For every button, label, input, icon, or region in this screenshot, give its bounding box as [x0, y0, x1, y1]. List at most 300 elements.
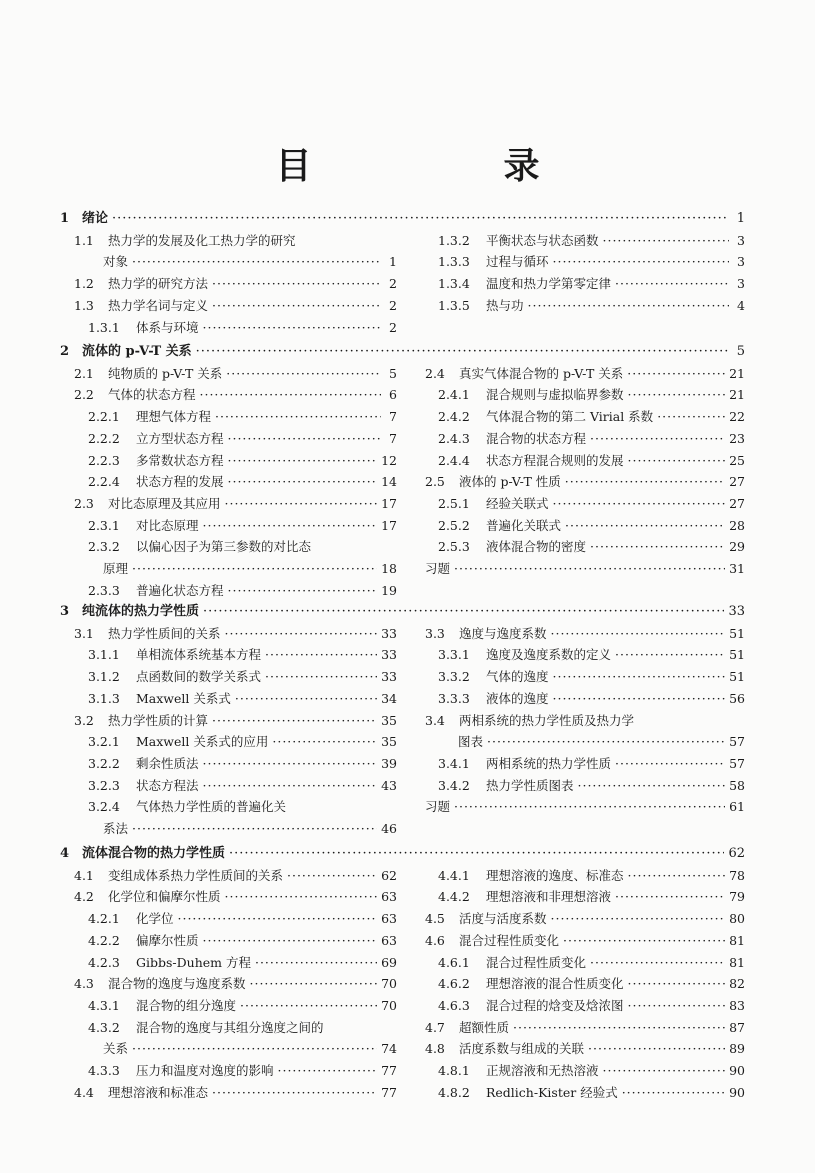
page-number: 33 — [381, 669, 397, 685]
page-number: 27 — [729, 474, 745, 490]
dot-leader — [212, 1082, 377, 1103]
entry-number: 2.4.4 — [438, 452, 470, 468]
entry-title: 单相流体系统基本方程 — [136, 647, 262, 663]
toc-entry — [438, 644, 745, 665]
entry-title: 温度和热力学第零定律 — [486, 276, 612, 292]
toc-entry — [438, 753, 745, 774]
entry-number: 1.3.3 — [438, 254, 470, 270]
entry-title: 绪论 — [82, 211, 109, 226]
toc-entry — [88, 1017, 397, 1038]
dot-leader — [553, 493, 726, 514]
page-number: 51 — [729, 669, 745, 685]
toc-entry — [88, 930, 397, 951]
toc-entry — [438, 384, 745, 405]
entry-title: 两相系统的热力学性质 — [486, 755, 612, 771]
entry-number: 3.2 — [74, 712, 94, 728]
page-number: 35 — [381, 712, 397, 728]
page-number: 57 — [729, 755, 745, 771]
entry-number: 4.4.2 — [438, 889, 470, 905]
entry-number: 2.5.2 — [438, 517, 470, 533]
entry-number: 4.5 — [425, 911, 445, 927]
toc-entry — [88, 471, 397, 492]
page-number: 19 — [381, 582, 397, 598]
dot-leader — [628, 865, 726, 886]
entry-title: 热力学的发展及化工热力学的研究 — [108, 232, 296, 248]
entry-title: 两相系统的热力学性质及热力学 — [459, 712, 635, 728]
toc-entry — [88, 1060, 397, 1081]
entry-number: 3.2.2 — [88, 755, 120, 771]
dot-leader — [178, 908, 378, 929]
entry-title: 化学位 — [136, 911, 174, 927]
entry-number: 2.4.1 — [438, 387, 470, 403]
dot-leader — [250, 973, 378, 994]
dot-leader — [112, 208, 729, 229]
entry-number: 2.2.4 — [88, 474, 120, 490]
page-number: 87 — [729, 1019, 745, 1035]
entry-number: 3.4.2 — [438, 777, 470, 793]
toc-entry — [425, 558, 745, 579]
dot-leader — [454, 558, 725, 579]
page-number: 82 — [729, 976, 745, 992]
entry-title: 普遍化状态方程 — [136, 582, 224, 598]
entry-title: 热力学的研究方法 — [108, 276, 209, 292]
dot-leader — [657, 406, 725, 427]
toc-entry — [425, 1017, 745, 1038]
entry-title: 热力学性质间的关系 — [108, 625, 221, 641]
dot-leader — [551, 908, 726, 929]
entry-title: 系法 — [103, 821, 129, 836]
page-number: 89 — [729, 1041, 745, 1057]
toc-entry — [74, 363, 397, 384]
entry-title: 状态方程的发展 — [136, 474, 224, 490]
dot-leader — [132, 818, 377, 839]
entry-number: 1.2 — [74, 276, 94, 292]
page-number: 5 — [736, 344, 745, 359]
entry-number: 4.4 — [74, 1084, 94, 1100]
entry-title: 活度与活度系数 — [459, 911, 547, 927]
entry-title: 热力学名词与定义 — [108, 297, 209, 313]
entry-title: 逸度及逸度系数的定义 — [486, 647, 612, 663]
page-number: 70 — [381, 997, 397, 1013]
dot-leader — [203, 753, 378, 774]
entry-number: 3.2.1 — [88, 734, 120, 750]
entry-number: 4.6.2 — [438, 976, 470, 992]
page-number: 81 — [729, 954, 745, 970]
page-number: 46 — [381, 821, 397, 836]
dot-leader — [628, 450, 726, 471]
dot-leader — [603, 230, 729, 251]
dot-leader — [590, 536, 725, 557]
entry-title: 体系与环境 — [136, 319, 199, 335]
toc-entry — [438, 886, 745, 907]
entry-number: 4.3.2 — [88, 1019, 120, 1035]
entry-title: 普遍化关联式 — [486, 517, 562, 533]
chapter-entry — [60, 601, 745, 622]
entry-number: 4.8.2 — [438, 1084, 470, 1100]
dot-leader — [454, 796, 725, 817]
page-number: 27 — [729, 495, 745, 511]
entry-number: 4.2.2 — [88, 932, 120, 948]
entry-title: 混合过程的焓变及焓浓图 — [486, 997, 624, 1013]
page-number: 29 — [729, 539, 745, 555]
entry-number: 3.1 — [74, 625, 94, 641]
toc-entry — [438, 952, 745, 973]
dot-leader — [528, 295, 729, 316]
entry-number: 4.3.3 — [88, 1063, 120, 1078]
entry-title: 多常数状态方程 — [136, 452, 224, 468]
dot-leader — [590, 428, 725, 449]
page-number: 69 — [381, 954, 397, 970]
entry-number: 4.3 — [74, 976, 94, 992]
dot-leader — [278, 1060, 378, 1081]
dot-leader — [628, 995, 726, 1016]
dot-leader — [628, 384, 726, 405]
entry-title: 理想溶液的逸度、标准态 — [486, 867, 624, 883]
dot-leader — [203, 775, 378, 796]
entry-number: 2 — [60, 344, 70, 359]
page-number: 63 — [381, 889, 397, 905]
entry-title: 热力学性质的计算 — [108, 712, 209, 728]
page-number: 70 — [381, 976, 397, 992]
page-number: 3 — [737, 254, 745, 270]
entry-title: 混合过程性质变化 — [486, 954, 587, 970]
page-number: 7 — [389, 430, 397, 446]
dot-leader — [615, 753, 725, 774]
dot-leader — [603, 1060, 726, 1081]
toc-entry — [438, 865, 745, 886]
dot-leader — [228, 428, 381, 449]
page-number: 6 — [389, 387, 397, 403]
page-number: 23 — [729, 430, 745, 446]
entry-title: 以偏心因子为第三参数的对比态 — [136, 539, 312, 555]
page-number: 56 — [729, 690, 745, 706]
toc-entry — [438, 995, 745, 1016]
dot-leader — [229, 843, 724, 864]
dot-leader — [627, 363, 725, 384]
entry-number: 4 — [60, 846, 70, 861]
entry-number: 3.2.3 — [88, 777, 120, 793]
entry-title: 热与功 — [486, 297, 524, 313]
dot-leader — [132, 251, 381, 272]
entry-number: 4.3.1 — [88, 997, 120, 1013]
toc-entry — [438, 493, 745, 514]
entry-title: 理想溶液和非理想溶液 — [486, 889, 612, 905]
entry-number: 2.3.3 — [88, 582, 120, 598]
entry-number: 3.4.1 — [438, 755, 470, 771]
page-number: 3 — [737, 232, 745, 248]
dot-leader — [212, 710, 377, 731]
page-number: 79 — [729, 889, 745, 905]
entry-title: 流体混合物的热力学性质 — [82, 846, 226, 861]
dot-leader — [225, 886, 378, 907]
page-number: 5 — [389, 365, 397, 381]
entry-number: 4.2 — [74, 889, 94, 905]
chapter-entry — [60, 341, 745, 362]
toc-entry — [438, 775, 745, 796]
entry-number: 2.5.3 — [438, 539, 470, 555]
toc-entry — [103, 558, 397, 579]
dot-leader — [615, 644, 725, 665]
page-number: 3 — [737, 276, 745, 292]
dot-leader — [203, 601, 724, 622]
dot-leader — [203, 317, 381, 338]
entry-number: 4.2.1 — [88, 911, 120, 927]
dot-leader — [225, 623, 378, 644]
page-number: 2 — [389, 319, 397, 335]
toc-entry — [88, 317, 397, 338]
entry-number: 2.3.1 — [88, 517, 120, 533]
entry-title: 混合物的状态方程 — [486, 430, 587, 446]
dot-leader — [212, 273, 381, 294]
dot-leader — [553, 251, 729, 272]
dot-leader — [228, 450, 378, 471]
page-number: 62 — [728, 846, 745, 861]
toc-entry — [88, 406, 397, 427]
toc-entry — [438, 251, 745, 272]
dot-leader — [622, 1082, 725, 1103]
entry-number: 4.6 — [425, 932, 445, 948]
entry-title: 理想气体方程 — [136, 409, 212, 425]
page-number: 2 — [389, 297, 397, 313]
entry-number: 3.3.3 — [438, 690, 470, 706]
toc-entry — [438, 1082, 745, 1103]
toc-entry — [425, 908, 745, 929]
entry-number: 1.1 — [74, 232, 94, 248]
entry-title: 液体的 p-V-T 性质 — [459, 474, 561, 490]
dot-leader — [203, 515, 378, 536]
page-number: 2 — [389, 276, 397, 292]
dot-leader — [615, 273, 729, 294]
page-number: 12 — [381, 452, 397, 468]
dot-leader — [225, 493, 378, 514]
entry-number: 1.3 — [74, 297, 94, 313]
entry-title: 偏摩尔性质 — [136, 932, 199, 948]
page-number: 33 — [381, 625, 397, 641]
entry-title: 纯流体的热力学性质 — [82, 604, 200, 619]
dot-leader — [578, 775, 726, 796]
dot-leader — [240, 995, 377, 1016]
entry-title: 习题 — [425, 799, 451, 815]
entry-title: 活度系数与组成的关联 — [459, 1041, 585, 1057]
page-number: 35 — [381, 734, 397, 750]
entry-number: 2.3 — [74, 495, 94, 511]
page-number: 43 — [381, 777, 397, 793]
dot-leader — [565, 515, 725, 536]
dot-leader — [628, 973, 726, 994]
toc-entry — [74, 295, 397, 316]
toc-entry — [458, 731, 745, 752]
dot-leader — [287, 865, 377, 886]
toc-entry — [425, 623, 745, 644]
entry-number: 3.3.1 — [438, 647, 470, 663]
toc-entry — [438, 230, 745, 251]
toc-entry — [438, 428, 745, 449]
toc-entry — [438, 666, 745, 687]
toc-entry — [438, 406, 745, 427]
toc-entry — [438, 515, 745, 536]
dot-leader — [272, 731, 377, 752]
entry-title: 气体的状态方程 — [108, 387, 196, 403]
entry-title: 气体混合物的第二 Virial 系数 — [486, 409, 654, 425]
entry-number: 2.1 — [74, 365, 94, 381]
entry-number: 2.4.3 — [438, 430, 470, 446]
page-number: 17 — [381, 517, 397, 533]
toc-entry — [425, 471, 745, 492]
toc-entry — [425, 710, 745, 731]
toc-entry — [88, 731, 397, 752]
page-number: 63 — [381, 932, 397, 948]
page-number: 14 — [381, 474, 397, 490]
page-number: 21 — [729, 365, 745, 381]
entry-number: 1.3.1 — [88, 319, 120, 335]
page-number: 78 — [729, 867, 745, 883]
entry-title: Redlich-Kister 经验式 — [486, 1084, 618, 1100]
toc-entry — [103, 818, 397, 839]
toc-entry — [88, 428, 397, 449]
dot-leader — [132, 558, 377, 579]
toc-entry — [425, 363, 745, 384]
entry-number: 4.6.1 — [438, 954, 470, 970]
page-number: 58 — [729, 777, 745, 793]
toc-entry — [74, 1082, 397, 1103]
entry-title: 纯物质的 p-V-T 关系 — [108, 365, 223, 381]
toc-entry — [74, 710, 397, 731]
entry-title: 混合物的逸度与其组分逸度之间的 — [136, 1019, 324, 1035]
page-number: 57 — [729, 734, 745, 750]
page-number: 81 — [729, 932, 745, 948]
toc-entry — [438, 688, 745, 709]
toc-entry — [438, 450, 745, 471]
dot-leader — [513, 1017, 725, 1038]
entry-title: 对象 — [103, 254, 129, 270]
page-number: 51 — [729, 625, 745, 641]
entry-number: 3.2.4 — [88, 799, 120, 815]
dot-leader — [553, 666, 726, 687]
toc-entry — [438, 1060, 745, 1081]
entry-number: 4.7 — [425, 1019, 445, 1035]
page-number: 31 — [729, 561, 745, 576]
entry-title: 流体的 p-V-T 关系 — [82, 344, 192, 359]
dot-leader — [235, 688, 377, 709]
page-number: 33 — [381, 647, 397, 663]
entry-title: 变组成体系热力学性质间的关系 — [108, 867, 284, 883]
dot-leader — [226, 363, 381, 384]
page-number: 74 — [381, 1041, 397, 1057]
entry-title: 混合过程性质变化 — [459, 932, 560, 948]
dot-leader — [200, 384, 381, 405]
page-number: 22 — [729, 409, 745, 425]
dot-leader — [590, 952, 725, 973]
entry-number: 3.3 — [425, 625, 445, 641]
toc-entry — [74, 973, 397, 994]
dot-leader — [255, 952, 377, 973]
entry-title: 图表 — [458, 734, 484, 750]
toc-entry — [74, 273, 397, 294]
entry-title: 对比态原理 — [136, 517, 199, 533]
page-number: 62 — [381, 867, 397, 883]
dot-leader — [196, 341, 729, 362]
entry-title: 平衡状态与状态函数 — [486, 232, 599, 248]
entry-title: 关系 — [103, 1041, 129, 1057]
entry-title: 点函数间的数学关系式 — [136, 669, 262, 685]
entry-number: 2.3.2 — [88, 539, 120, 555]
entry-number: 4.2.3 — [88, 954, 120, 970]
entry-title: 超额性质 — [459, 1019, 510, 1035]
toc-entry — [88, 688, 397, 709]
entry-title: Maxwell 关系式的应用 — [136, 734, 269, 750]
entry-number: 4.8 — [425, 1041, 445, 1057]
toc-entry — [88, 450, 397, 471]
entry-title: 液体混合物的密度 — [486, 539, 587, 555]
entry-number: 2.2.2 — [88, 430, 120, 446]
toc-entry — [425, 930, 745, 951]
entry-title: 经验关联式 — [486, 495, 549, 511]
toc-entry — [88, 952, 397, 973]
entry-title: Maxwell 关系式 — [136, 690, 231, 706]
entry-number: 3.3.2 — [438, 669, 470, 685]
entry-title: 状态方程法 — [136, 777, 199, 793]
entry-number: 3.1.1 — [88, 647, 120, 663]
dot-leader — [212, 295, 381, 316]
entry-number: 2.2 — [74, 387, 94, 403]
page-number: 1 — [389, 254, 397, 270]
toc-entry — [74, 865, 397, 886]
toc-entry — [425, 1038, 745, 1059]
entry-title: 逸度与逸度系数 — [459, 625, 547, 641]
entry-number: 3.1.3 — [88, 690, 120, 706]
dot-leader — [265, 666, 377, 687]
entry-title: 原理 — [103, 561, 129, 576]
chapter-entry — [60, 843, 745, 864]
entry-number: 4.6.3 — [438, 997, 470, 1013]
dot-leader — [565, 471, 725, 492]
toc-entry — [88, 775, 397, 796]
entry-number: 2.2.1 — [88, 409, 120, 425]
entry-number: 4.1 — [74, 867, 94, 883]
dot-leader — [588, 1038, 725, 1059]
toc-entry — [103, 251, 397, 272]
entry-number: 2.5.1 — [438, 495, 470, 511]
entry-title: 理想溶液和标准态 — [108, 1084, 209, 1100]
page-number: 4 — [737, 297, 745, 313]
toc-entry — [438, 273, 745, 294]
entry-number: 2.5 — [425, 474, 445, 490]
entry-title: 对比态原理及其应用 — [108, 495, 221, 511]
page-title: 目 录 — [275, 145, 618, 187]
toc-entry — [88, 908, 397, 929]
entry-number: 4.4.1 — [438, 867, 470, 883]
entry-number: 2.2.3 — [88, 452, 120, 468]
entry-title: 液体的逸度 — [486, 690, 549, 706]
entry-number: 3.4 — [425, 712, 445, 728]
entry-title: 压力和温度对逸度的影响 — [136, 1063, 274, 1078]
toc-entry — [438, 973, 745, 994]
entry-title: 真实气体混合物的 p-V-T 关系 — [459, 365, 624, 381]
dot-leader — [215, 406, 381, 427]
dot-leader — [228, 471, 378, 492]
dot-leader — [132, 1038, 377, 1059]
dot-leader — [228, 580, 378, 601]
toc-entry — [88, 536, 397, 557]
page-number: 18 — [381, 561, 397, 576]
entry-number: 1.3.4 — [438, 276, 470, 292]
toc-entry — [88, 515, 397, 536]
entry-title: Gibbs-Duhem 方程 — [136, 954, 251, 970]
entry-title: 正规溶液和无热溶液 — [486, 1063, 599, 1078]
page-number: 51 — [729, 647, 745, 663]
dot-leader — [487, 731, 725, 752]
toc-entry — [88, 753, 397, 774]
